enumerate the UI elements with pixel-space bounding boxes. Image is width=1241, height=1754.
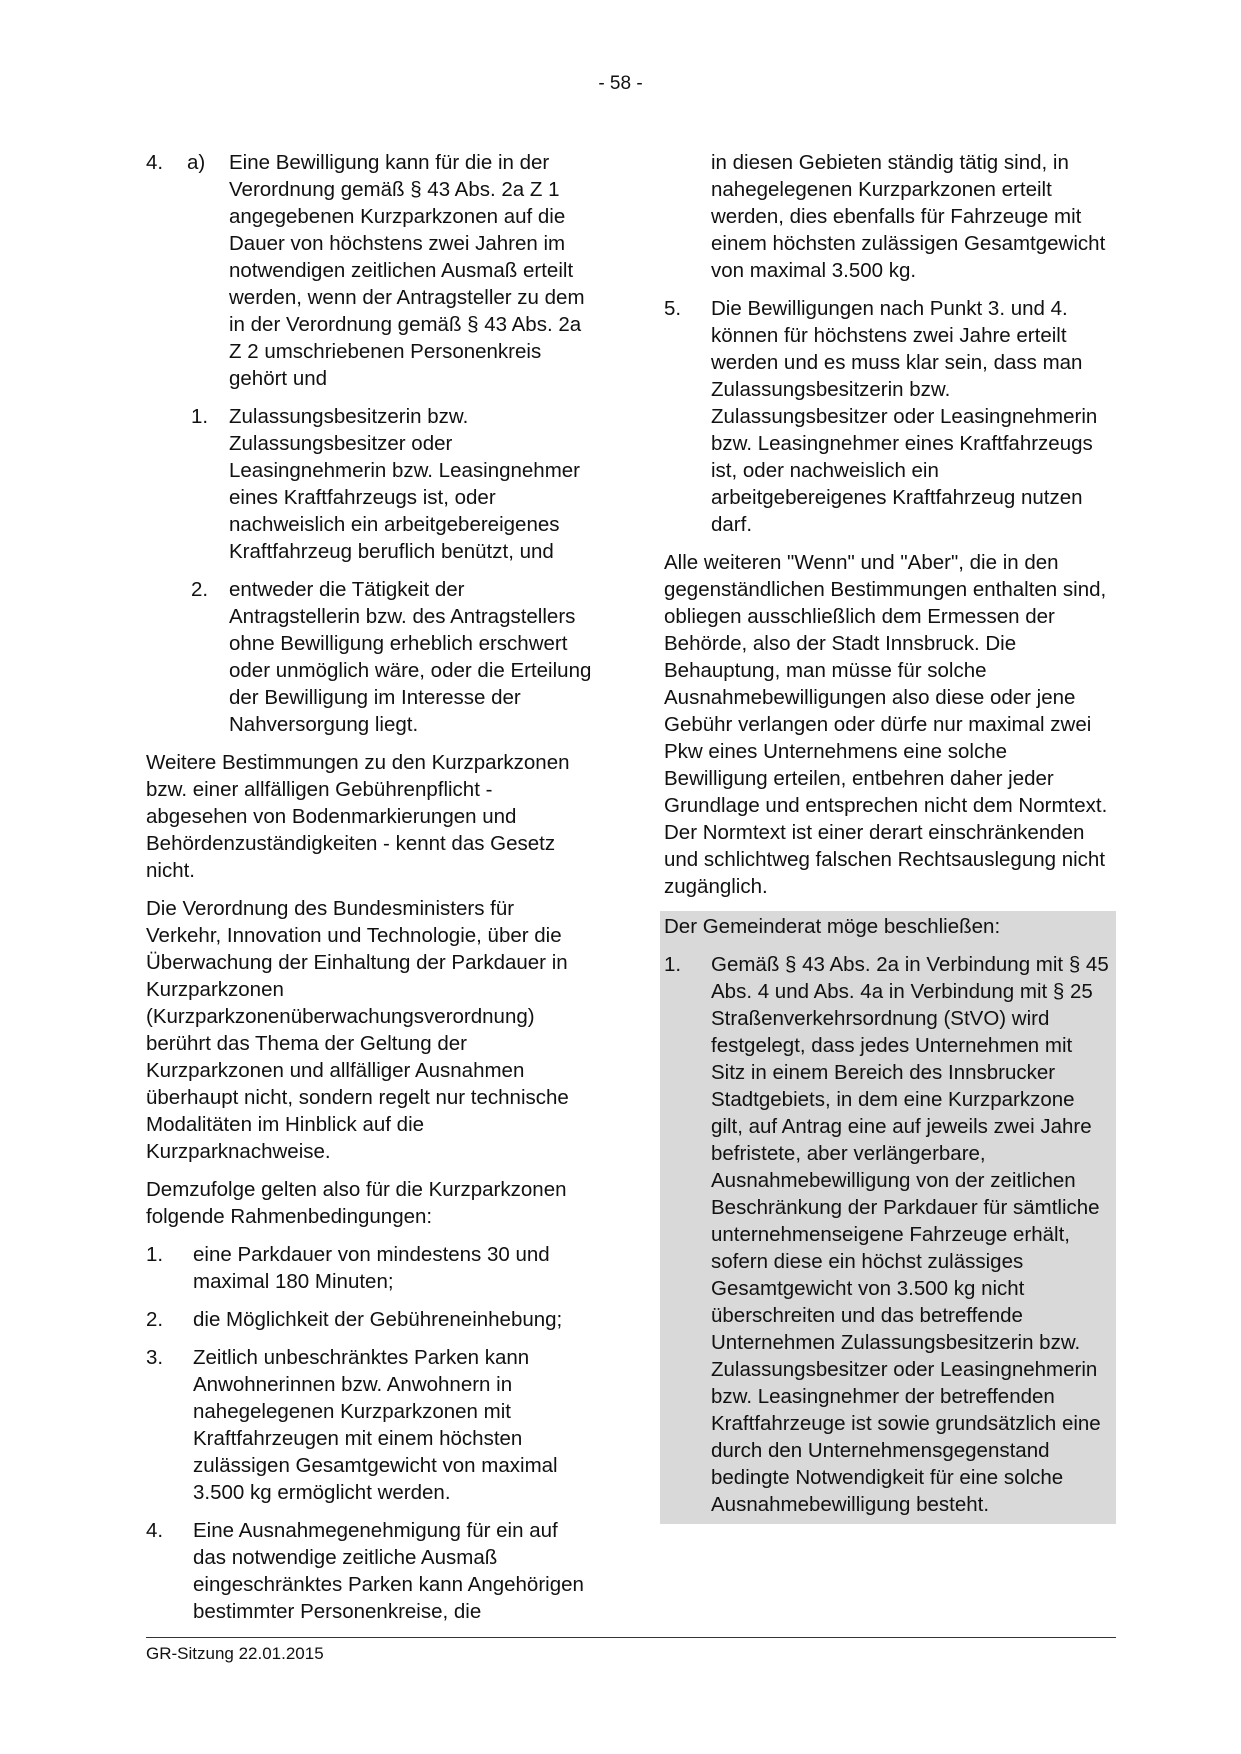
list-item [146,1344,593,1506]
list-item [664,295,1116,538]
item-number: 2. [191,578,209,601]
item-text: Zulassungsbesitzerin bzw. Zulassungsbesitzer oder Leasingnehmerin bzw. Leasingnehmer eines Kraftfahrzeugs ist, oder nachweislich ein arbeitgebereigenes Kraftfahrzeug beruflich benützt, und [229,405,581,563]
motion-item [664,951,1112,1518]
left-column [146,149,593,1636]
page-number: - 58 - [598,73,643,94]
item-text: Eine Bewilligung kann für die in der Verordnung gemäß § 43 Abs. 2a Z 1 angegebenen Kurzparkzonen auf die Dauer von höchstens zwei Jahren im notwendigen zeitlichen Ausmaß erteilt werden, wenn der Antragsteller zu dem in der Verordnung gemäß § 43 Abs. 2a Z 2 umschriebenen Personenkreis gehört und [229,151,585,390]
paragraph: Alle weiteren "Wenn" und "Aber", die in den gegenständlichen Bestimmungen enthalten sind, obliegen ausschließlich dem Ermessen der Behörde, also der Stadt Innsbruck. Die Behauptung, man müsse für solche Ausnahmebewilligungen also diese oder jene Gebühr verlangen oder dürfe nur maximal zwei Pkw eines Unternehmens eine solche Bewilligung erteilen, entbehren daher jeder Grundlage und entsprechen nicht dem Normtext. Der Normtext ist einer derart einschränkenden und schlichtweg falschen Rechtsauslegung nicht zugänglich. [664,551,1108,898]
item-number: 4. [146,151,164,174]
paragraph: Demzufolge gelten also für die Kurzparkzonen folgende Rahmenbedingungen: [146,1178,567,1228]
motion-box [660,911,1116,1524]
nested-list-item [187,576,593,738]
item-sub-letter: a) [187,151,206,174]
list-item [146,1517,593,1625]
list-item-continuation [664,149,1116,284]
item-number: 4. [146,1519,164,1542]
item-number: 3. [146,1346,164,1369]
item-text: entweder die Tätigkeit der Antragstellerin bzw. des Antragstellers ohne Bewilligung erheblich erschwert oder unmöglich wäre, oder die Erteilung der Bewilligung im Interesse der Nahversorgung liegt. [229,578,592,736]
item-text: Eine Ausnahmegenehmigung für ein auf das notwendige zeitliche Ausmaß eingeschränktes Parken kann Angehörigen bestimmter Personenkreise, die [193,1519,584,1623]
motion-heading: Der Gemeinderat möge beschließen: [664,915,1001,938]
item-number: 5. [664,297,682,320]
item-number: 1. [146,1243,164,1266]
nested-list-item [187,403,593,565]
footer-text: GR-Sitzung 22.01.2015 [146,1644,324,1663]
list-item [146,1306,593,1333]
item-text: Die Bewilligungen nach Punkt 3. und 4. können für höchstens zwei Jahre erteilt werden und es muss klar sein, dass man Zulassungsbesitzerin bzw. Zulassungsbesitzer oder Leasingnehmerin bzw. Leasingnehmer eines Kraftfahrzeugs ist, oder nachweislich ein arbeitgebereigenes Kraftfahrzeug nutzen darf. [711,297,1098,536]
item-text: in diesen Gebieten ständig tätig sind, in nahegelegenen Kurzparkzonen erteilt werden, dies ebenfalls für Fahrzeuge mit einem höchsten zulässigen Gesamtgewicht von maximal 3.500 kg. [711,151,1106,282]
paragraph: Die Verordnung des Bundesministers für Verkehr, Innovation und Technologie, über die Überwachung der Einhaltung der Parkdauer in Kurzparkzonen (Kurzparkzonenüberwachungsverordnung) berührt das Thema der Geltung der Kurzparkzonen und allfälliger Ausnahmen überhaupt nicht, sondern regelt nur technische Modalitäten im Hinblick auf die Kurzparknachweise. [146,897,569,1163]
item-text: Zeitlich unbeschränktes Parken kann Anwohnerinnen bzw. Anwohnern in nahegelegenen Kurzparkzonen mit Kraftfahrzeugen mit einem höchsten zulässigen Gesamtgewicht von maximal 3.500 kg ermöglicht werden. [193,1346,558,1504]
right-column [664,149,1116,1524]
item-number: 2. [146,1308,164,1331]
list-item-4a [146,149,593,392]
item-number: 1. [191,405,209,428]
item-text: Gemäß § 43 Abs. 2a in Verbindung mit § 45 Abs. 4 und Abs. 4a in Verbindung mit § 25 Straßenverkehrsordnung (StVO) wird festgelegt, dass jedes Unternehmen mit Sitz in einem Bereich des Innsbrucker Stadtgebiets, in dem eine Kurzparkzone gilt, auf Antrag eine auf jeweils zwei Jahre befristete, aber verlängerbare, Ausnahmebewilligung von der zeitlichen Beschränkung der Parkdauer für sämtliche unternehmenseigene Fahrzeuge erhält, sofern diese ein höchst zulässiges Gesamtgewicht von 3.500 kg nicht überschreiten und das betreffende Unternehmen Zulassungsbesitzerin bzw. Zulassungsbesitzer oder Leasingnehmerin bzw. Leasingnehmer der betreffenden Kraftfahrzeuge ist sowie grundsätzlich eine durch den Unternehmensgegenstand bedingte Notwendigkeit für eine solche Ausnahmebewilligung besteht. [711,953,1109,1516]
paragraph: Weitere Bestimmungen zu den Kurzparkzonen bzw. einer allfälligen Gebührenpflicht - abgesehen von Bodenmarkierungen und Behördenzuständigkeiten - kennt das Gesetz nicht. [146,751,570,882]
item-text: eine Parkdauer von mindestens 30 und maximal 180 Minuten; [193,1243,550,1293]
item-number: 1. [664,953,682,976]
footer-divider [146,1637,1116,1638]
list-item [146,1241,593,1295]
item-text: die Möglichkeit der Gebühreneinhebung; [193,1308,563,1331]
